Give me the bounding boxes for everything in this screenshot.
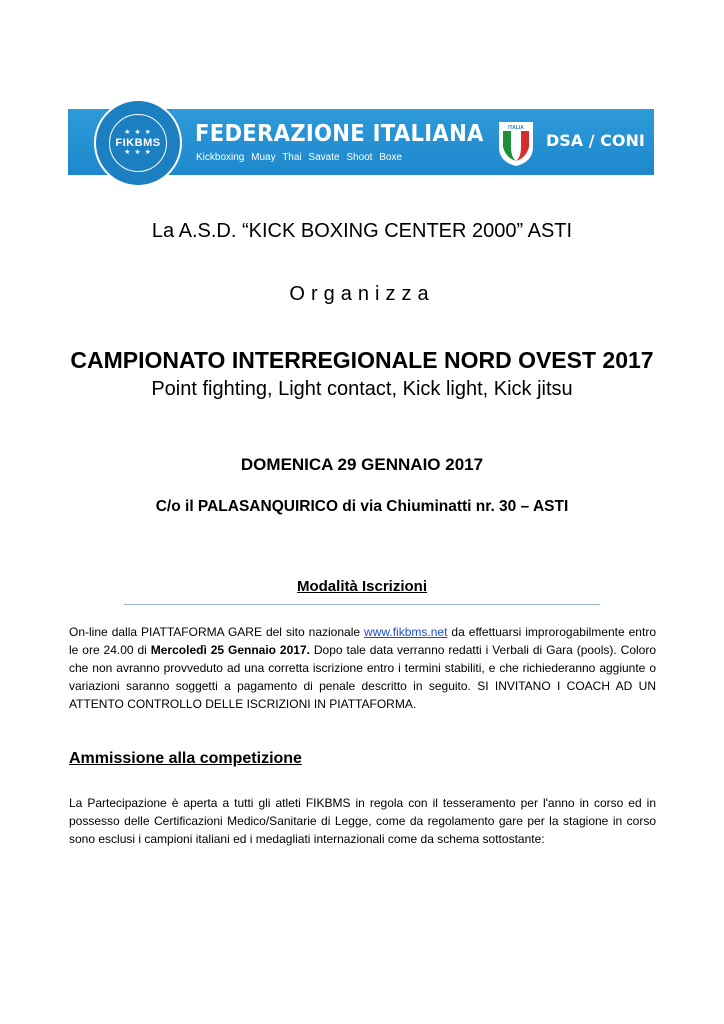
federation-title: FEDERAZIONE ITALIANA bbox=[195, 121, 484, 147]
section-divider bbox=[124, 604, 600, 605]
federation-banner bbox=[68, 109, 654, 175]
event-disciplines: Point fighting, Light contact, Kick light, Kick jitsu bbox=[151, 378, 573, 400]
deadline-date: Mercoledì 25 Gennaio 2017. bbox=[150, 643, 310, 657]
stars-icon: ★ ★ ★ bbox=[124, 129, 152, 136]
event-venue: C/o il PALASANQUIRICO di via Chiuminatti nr. 30 – ASTI bbox=[155, 498, 569, 515]
italia-shield-icon bbox=[498, 121, 534, 167]
iscrizioni-heading: Modalità Iscrizioni bbox=[296, 578, 428, 595]
organizer-line: La A.S.D. “KICK BOXING CENTER 2000” ASTI bbox=[151, 220, 573, 242]
event-date: DOMENICA 29 GENNAIO 2017 bbox=[240, 455, 484, 474]
federation-disciplines: Kickboxing Muay Thai Savate Shoot Boxe bbox=[196, 152, 403, 163]
ammissione-heading: Ammissione alla competizione bbox=[69, 750, 302, 767]
fikbms-seal-logo: ★ ★ ★ FIKBMS ★ ★ ★ bbox=[94, 99, 182, 187]
fikbms-link[interactable]: www.fikbms.net bbox=[364, 625, 448, 639]
ammissione-paragraph: La Partecipazione è aperta a tutti gli atleti FIKBMS in regola con il tesseramento per l'anno in corso ed in possesso delle Certificazioni Medico/Sanitarie di Legge, come da regolamento gare per la stagione in corso sono esclusi i campioni italiani ed i medagliati internazionali come da schema sottostante: bbox=[69, 796, 656, 846]
iscrizioni-paragraph: On-line dalla PIATTAFORMA GARE del sito nazionale www.fikbms.net da effettuarsi improrogabilmente entro le ore 24.00 di Mercoledì 25 Gennaio 2017. Dopo tale data verranno redatti i Verbali di Gara (pools). Coloro che non avranno provveduto ad una corretta iscrizione entro i termini stabiliti, e che richiederanno aggiunte o variazioni saranno soggetti a pagamento di penale descritto in seguito. SI INVITANO I COACH AD UN ATTENTO CONTROLLO DELLE ISCRIZIONI IN PIATTAFORMA. bbox=[69, 625, 656, 711]
organizza-label: Organizza bbox=[289, 283, 435, 305]
event-title: CAMPIONATO INTERREGIONALE NORD OVEST 2017 bbox=[70, 347, 654, 373]
affiliation-label: DSA / CONI bbox=[546, 131, 645, 150]
seal-label: FIKBMS bbox=[115, 137, 161, 149]
shield-label: ITALIA bbox=[508, 125, 524, 131]
